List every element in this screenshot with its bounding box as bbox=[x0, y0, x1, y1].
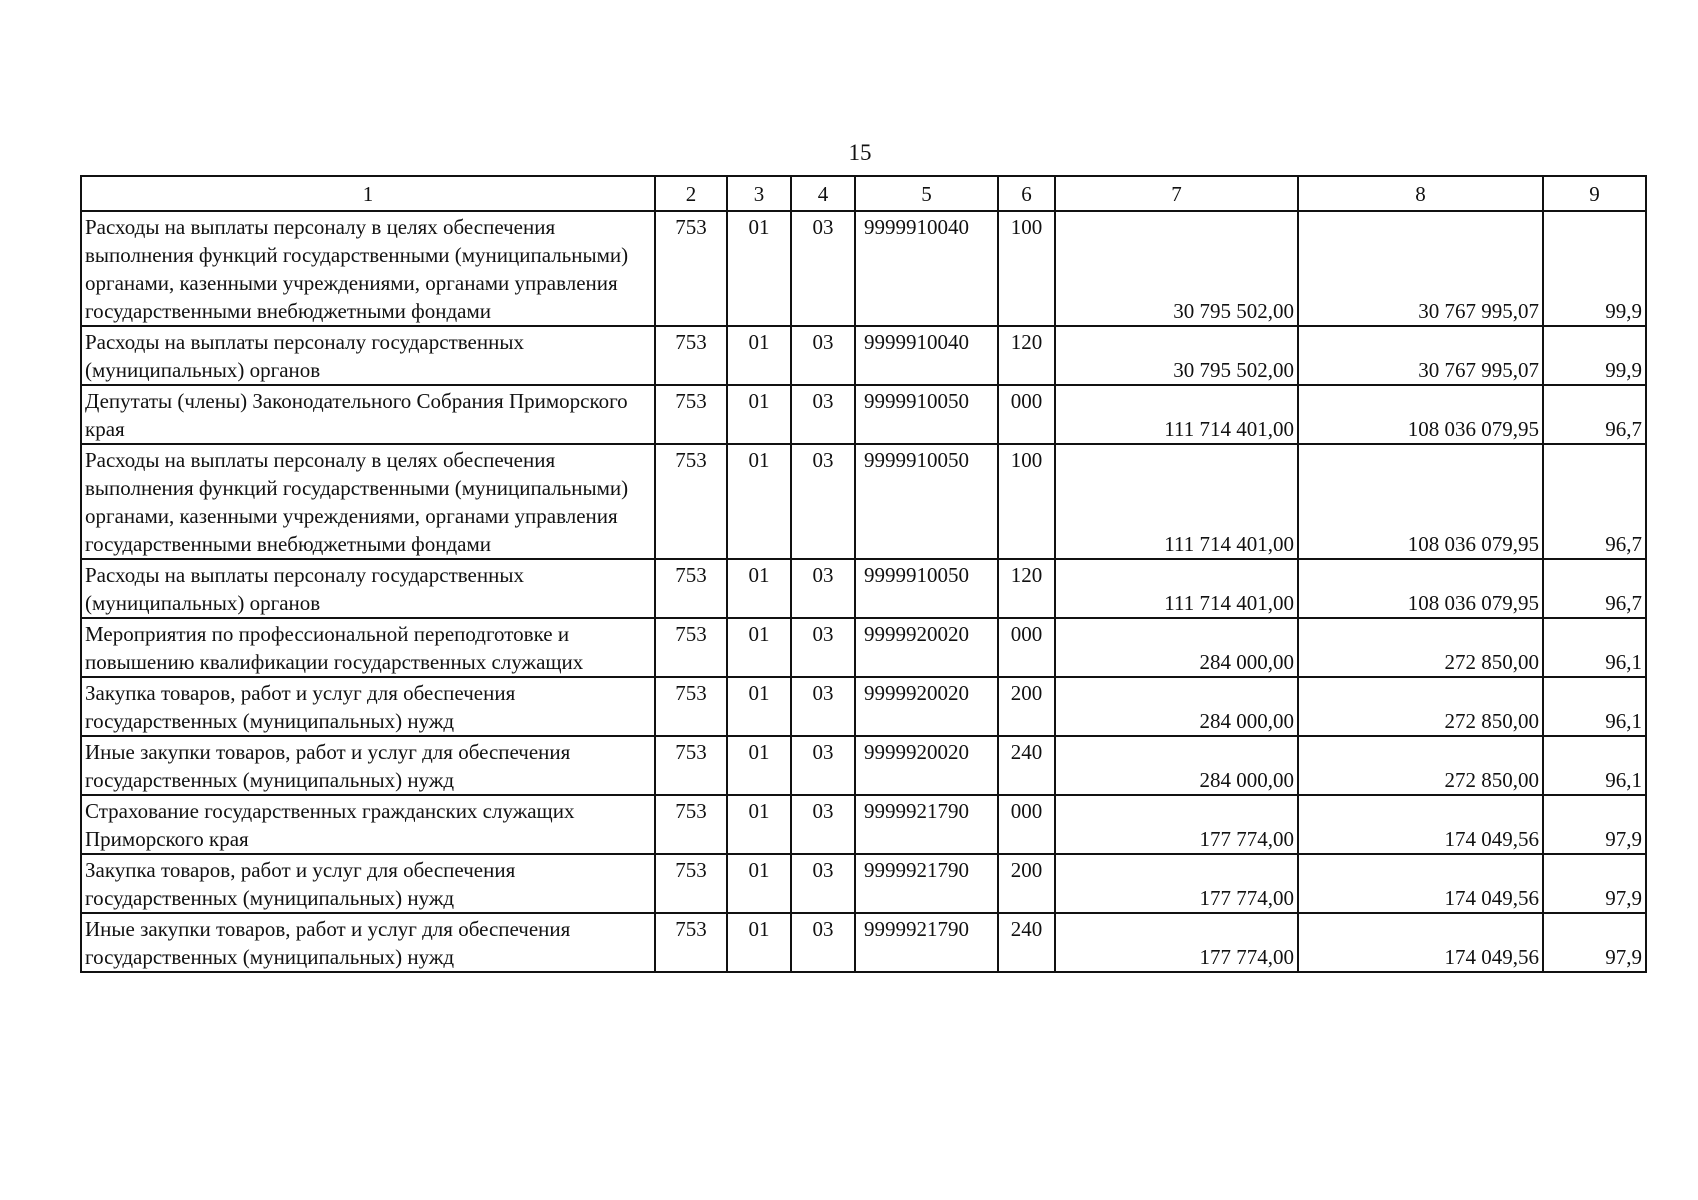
expense-name: Страхование государственных гражданских служащих Приморского края bbox=[81, 795, 655, 854]
section-code: 01 bbox=[727, 677, 791, 736]
subsection-code: 03 bbox=[791, 326, 855, 385]
target-article-code: 9999910040 bbox=[855, 211, 998, 326]
planned-amount: 284 000,00 bbox=[1055, 736, 1298, 795]
execution-percent: 99,9 bbox=[1543, 211, 1646, 326]
executed-amount: 108 036 079,95 bbox=[1298, 385, 1543, 444]
subsection-code: 03 bbox=[791, 559, 855, 618]
planned-amount: 284 000,00 bbox=[1055, 618, 1298, 677]
execution-percent: 96,7 bbox=[1543, 559, 1646, 618]
execution-percent: 96,1 bbox=[1543, 618, 1646, 677]
subsection-code: 03 bbox=[791, 913, 855, 972]
executed-amount: 108 036 079,95 bbox=[1298, 559, 1543, 618]
header-row bbox=[81, 176, 1646, 211]
planned-amount: 177 774,00 bbox=[1055, 854, 1298, 913]
ministry-code: 753 bbox=[655, 736, 727, 795]
target-article-code: 9999910040 bbox=[855, 326, 998, 385]
ministry-code: 753 bbox=[655, 326, 727, 385]
planned-amount: 111 714 401,00 bbox=[1055, 444, 1298, 559]
executed-amount: 30 767 995,07 bbox=[1298, 211, 1543, 326]
column-header-8: 8 bbox=[1298, 176, 1543, 211]
ministry-code: 753 bbox=[655, 211, 727, 326]
target-article-code: 9999920020 bbox=[855, 677, 998, 736]
expense-name: Закупка товаров, работ и услуг для обеспечения государственных (муниципальных) нужд bbox=[81, 854, 655, 913]
planned-amount: 111 714 401,00 bbox=[1055, 559, 1298, 618]
executed-amount: 272 850,00 bbox=[1298, 618, 1543, 677]
target-article-code: 9999920020 bbox=[855, 736, 998, 795]
target-article-code: 9999920020 bbox=[855, 618, 998, 677]
ministry-code: 753 bbox=[655, 854, 727, 913]
column-header-2: 2 bbox=[655, 176, 727, 211]
subsection-code: 03 bbox=[791, 677, 855, 736]
page-number: 15 bbox=[848, 140, 872, 165]
table-row bbox=[81, 854, 1646, 913]
section-code: 01 bbox=[727, 326, 791, 385]
table-row bbox=[81, 677, 1646, 736]
expense-name: Мероприятия по профессиональной переподготовке и повышению квалификации государственных служащих bbox=[81, 618, 655, 677]
table-row bbox=[81, 211, 1646, 326]
expense-name: Расходы на выплаты персоналу в целях обеспечения выполнения функций государственными (муниципальными) органами, казенными учреждениями, органами управления государственными внебюджетными фондами bbox=[81, 211, 655, 326]
subsection-code: 03 bbox=[791, 795, 855, 854]
column-header-6: 6 bbox=[998, 176, 1055, 211]
planned-amount: 177 774,00 bbox=[1055, 913, 1298, 972]
execution-percent: 96,1 bbox=[1543, 736, 1646, 795]
section-code: 01 bbox=[727, 559, 791, 618]
ministry-code: 753 bbox=[655, 677, 727, 736]
section-code: 01 bbox=[727, 444, 791, 559]
executed-amount: 30 767 995,07 bbox=[1298, 326, 1543, 385]
planned-amount: 284 000,00 bbox=[1055, 677, 1298, 736]
expense-type-code: 120 bbox=[998, 326, 1055, 385]
section-code: 01 bbox=[727, 385, 791, 444]
execution-percent: 96,7 bbox=[1543, 385, 1646, 444]
expense-name: Расходы на выплаты персоналу в целях обеспечения выполнения функций государственными (муниципальными) органами, казенными учреждениями, органами управления государственными внебюджетными фондами bbox=[81, 444, 655, 559]
table-body bbox=[81, 211, 1646, 972]
expense-type-code: 200 bbox=[998, 854, 1055, 913]
planned-amount: 30 795 502,00 bbox=[1055, 211, 1298, 326]
section-code: 01 bbox=[727, 618, 791, 677]
table-row bbox=[81, 618, 1646, 677]
table-row bbox=[81, 385, 1646, 444]
target-article-code: 9999910050 bbox=[855, 444, 998, 559]
subsection-code: 03 bbox=[791, 385, 855, 444]
ministry-code: 753 bbox=[655, 795, 727, 854]
section-code: 01 bbox=[727, 736, 791, 795]
table-header bbox=[81, 176, 1646, 211]
executed-amount: 174 049,56 bbox=[1298, 795, 1543, 854]
expense-name: Иные закупки товаров, работ и услуг для обеспечения государственных (муниципальных) нужд bbox=[81, 913, 655, 972]
target-article-code: 9999921790 bbox=[855, 795, 998, 854]
executed-amount: 108 036 079,95 bbox=[1298, 444, 1543, 559]
execution-percent: 99,9 bbox=[1543, 326, 1646, 385]
table-row bbox=[81, 913, 1646, 972]
planned-amount: 177 774,00 bbox=[1055, 795, 1298, 854]
subsection-code: 03 bbox=[791, 618, 855, 677]
expense-type-code: 120 bbox=[998, 559, 1055, 618]
planned-amount: 111 714 401,00 bbox=[1055, 385, 1298, 444]
target-article-code: 9999910050 bbox=[855, 559, 998, 618]
section-code: 01 bbox=[727, 795, 791, 854]
expense-type-code: 240 bbox=[998, 736, 1055, 795]
expense-type-code: 000 bbox=[998, 795, 1055, 854]
target-article-code: 9999910050 bbox=[855, 385, 998, 444]
section-code: 01 bbox=[727, 211, 791, 326]
ministry-code: 753 bbox=[655, 913, 727, 972]
budget-table bbox=[80, 175, 1647, 973]
execution-percent: 96,7 bbox=[1543, 444, 1646, 559]
expense-type-code: 240 bbox=[998, 913, 1055, 972]
column-header-7: 7 bbox=[1055, 176, 1298, 211]
subsection-code: 03 bbox=[791, 854, 855, 913]
column-header-9: 9 bbox=[1543, 176, 1646, 211]
ministry-code: 753 bbox=[655, 559, 727, 618]
executed-amount: 174 049,56 bbox=[1298, 854, 1543, 913]
expense-name: Расходы на выплаты персоналу государственных (муниципальных) органов bbox=[81, 326, 655, 385]
ministry-code: 753 bbox=[655, 618, 727, 677]
expense-type-code: 200 bbox=[998, 677, 1055, 736]
table-row bbox=[81, 444, 1646, 559]
column-header-4: 4 bbox=[791, 176, 855, 211]
expense-name: Расходы на выплаты персоналу государственных (муниципальных) органов bbox=[81, 559, 655, 618]
expense-name: Закупка товаров, работ и услуг для обеспечения государственных (муниципальных) нужд bbox=[81, 677, 655, 736]
expense-type-code: 100 bbox=[998, 444, 1055, 559]
column-header-3: 3 bbox=[727, 176, 791, 211]
execution-percent: 97,9 bbox=[1543, 795, 1646, 854]
subsection-code: 03 bbox=[791, 444, 855, 559]
target-article-code: 9999921790 bbox=[855, 854, 998, 913]
column-header-5: 5 bbox=[855, 176, 998, 211]
expense-type-code: 100 bbox=[998, 211, 1055, 326]
expense-name: Депутаты (члены) Законодательного Собрания Приморского края bbox=[81, 385, 655, 444]
execution-percent: 97,9 bbox=[1543, 854, 1646, 913]
ministry-code: 753 bbox=[655, 385, 727, 444]
execution-percent: 96,1 bbox=[1543, 677, 1646, 736]
ministry-code: 753 bbox=[655, 444, 727, 559]
expense-type-code: 000 bbox=[998, 385, 1055, 444]
execution-percent: 97,9 bbox=[1543, 913, 1646, 972]
executed-amount: 174 049,56 bbox=[1298, 913, 1543, 972]
table-row bbox=[81, 736, 1646, 795]
subsection-code: 03 bbox=[791, 211, 855, 326]
table-row bbox=[81, 795, 1646, 854]
expense-name: Иные закупки товаров, работ и услуг для обеспечения государственных (муниципальных) нужд bbox=[81, 736, 655, 795]
column-header-1: 1 bbox=[81, 176, 655, 211]
section-code: 01 bbox=[727, 913, 791, 972]
executed-amount: 272 850,00 bbox=[1298, 736, 1543, 795]
table-row bbox=[81, 326, 1646, 385]
section-code: 01 bbox=[727, 854, 791, 913]
planned-amount: 30 795 502,00 bbox=[1055, 326, 1298, 385]
target-article-code: 9999921790 bbox=[855, 913, 998, 972]
table-row bbox=[81, 559, 1646, 618]
expense-type-code: 000 bbox=[998, 618, 1055, 677]
subsection-code: 03 bbox=[791, 736, 855, 795]
executed-amount: 272 850,00 bbox=[1298, 677, 1543, 736]
